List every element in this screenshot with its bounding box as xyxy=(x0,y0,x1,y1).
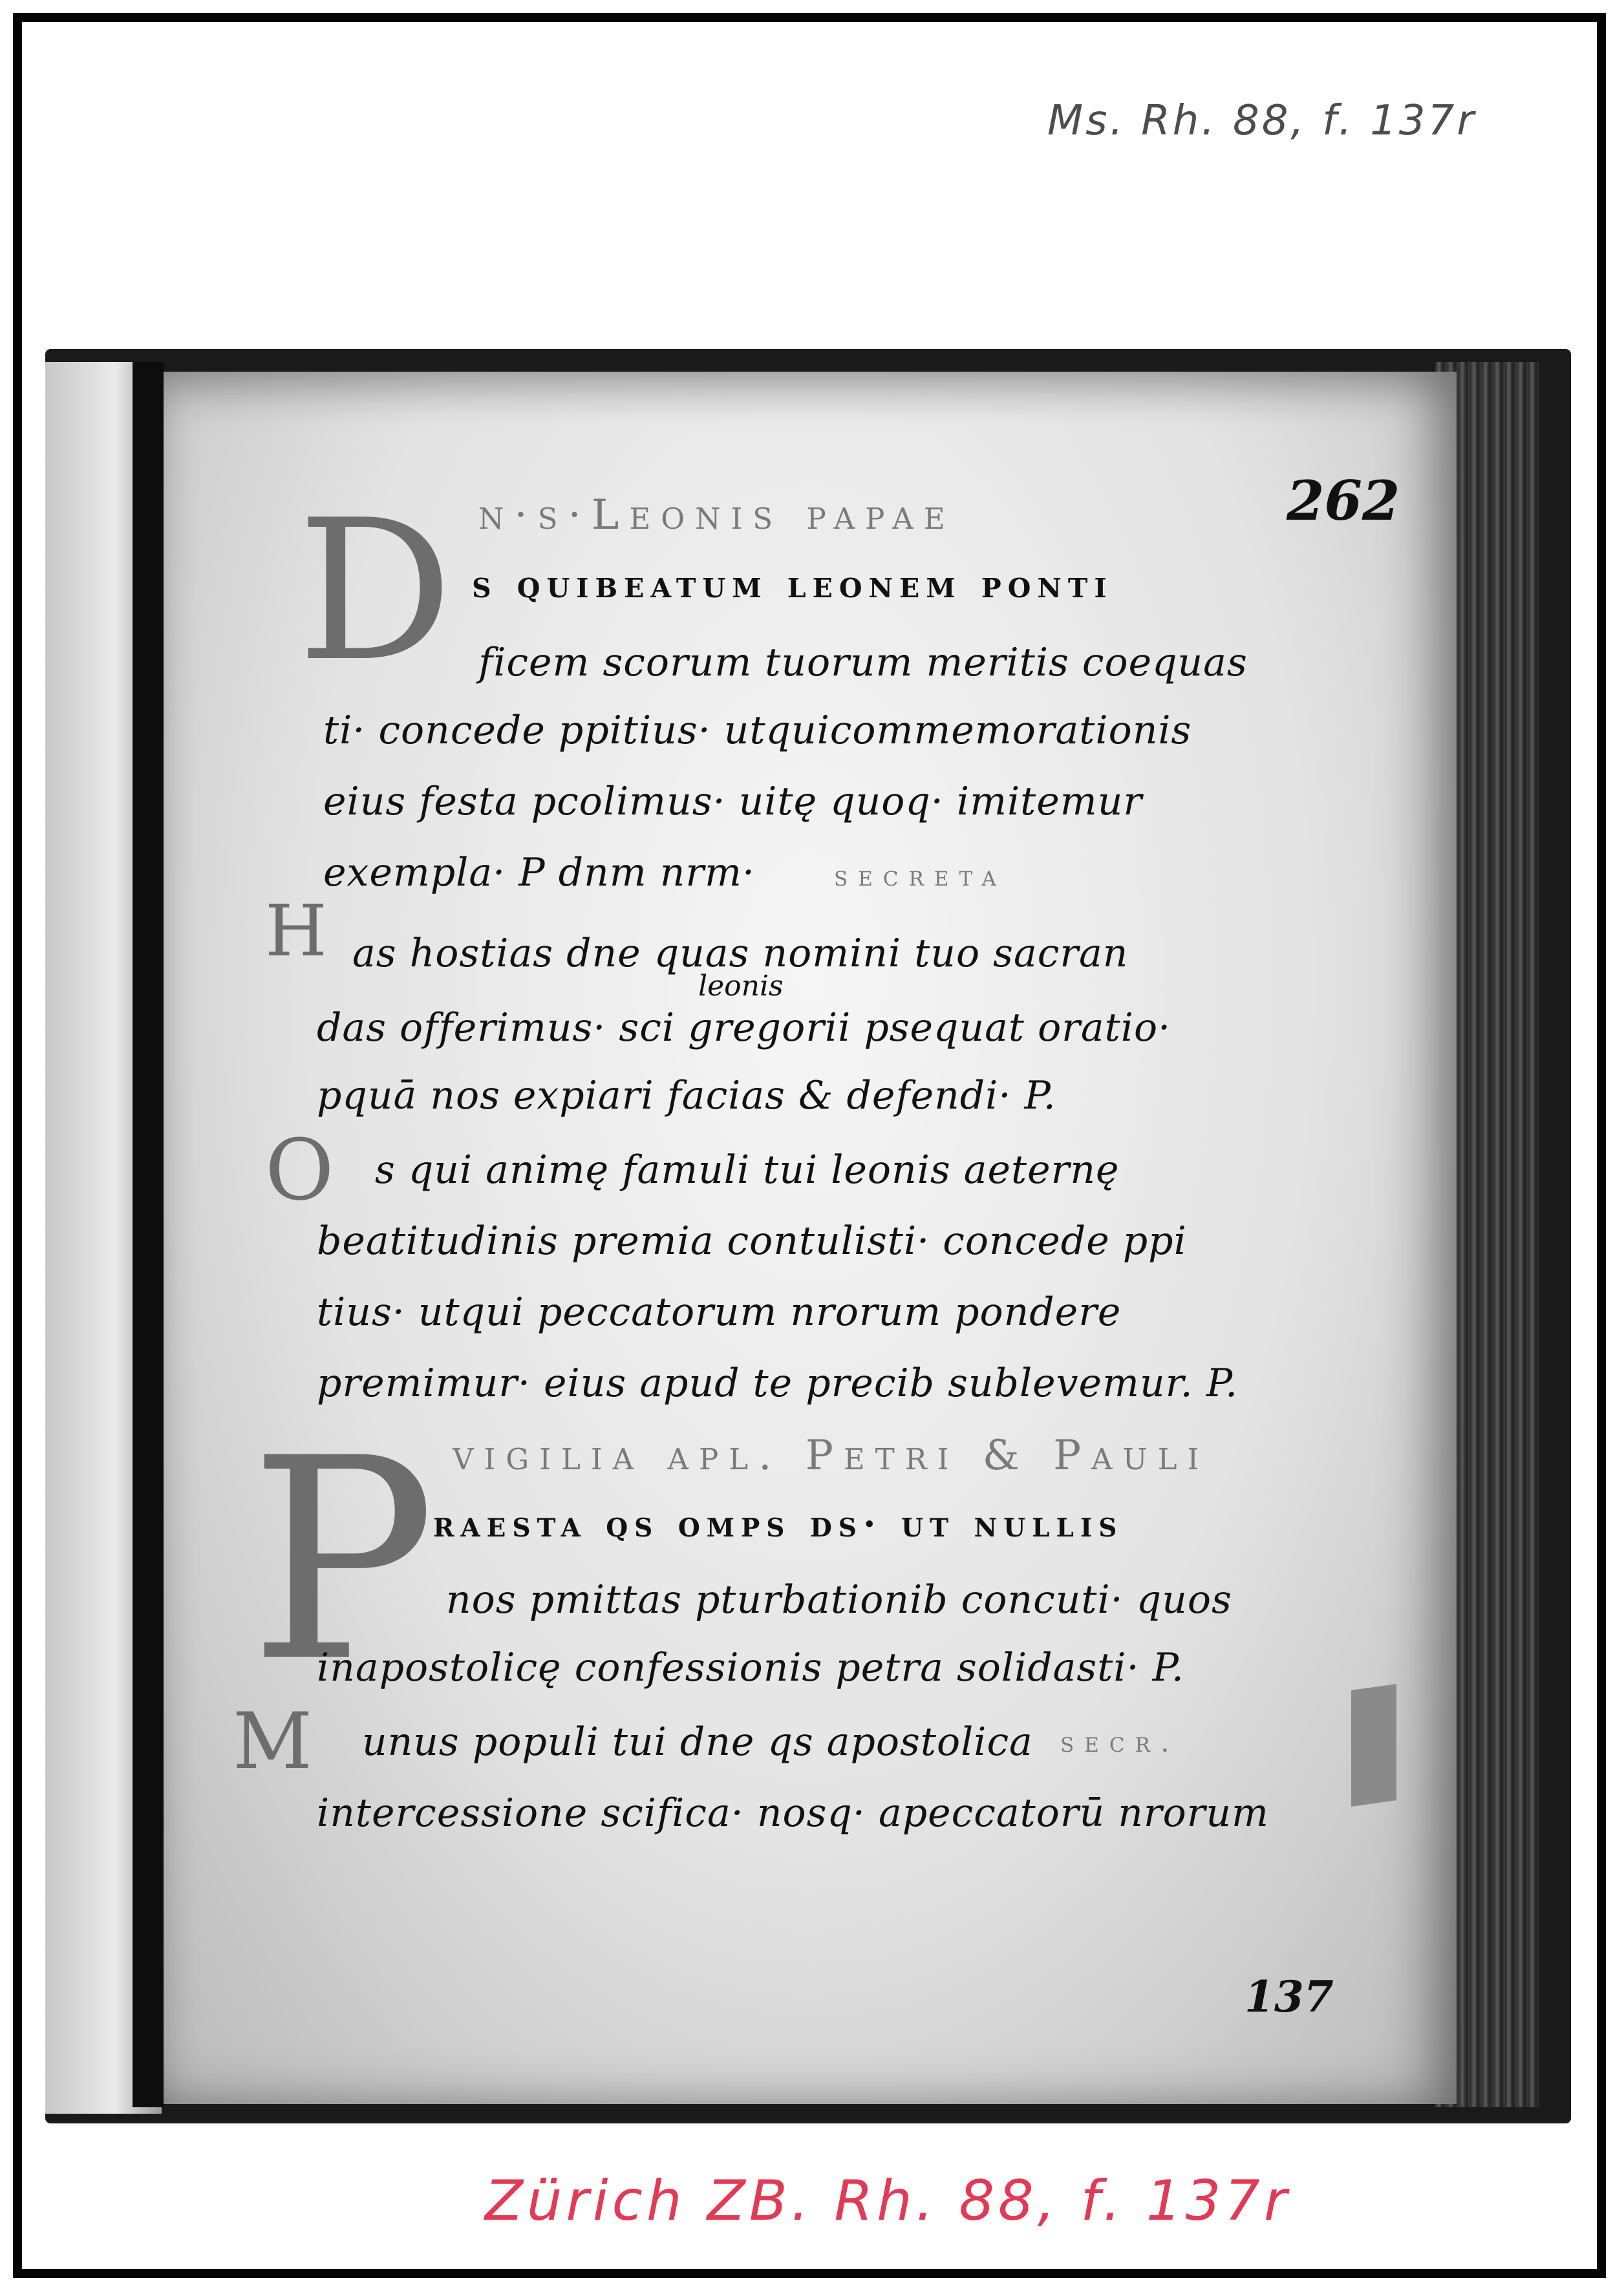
text-line: tius· utqui peccatorum nrorum pondere xyxy=(317,1290,1122,1335)
initial-letter-o: O xyxy=(265,1121,334,1219)
text-line: pquā nos expiari facias & defendi· P. xyxy=(317,1073,1056,1118)
interlinear-gloss: leonis xyxy=(698,970,784,1003)
book-gutter xyxy=(133,362,164,2107)
initial-letter-p: P xyxy=(249,1399,436,1723)
page-tab xyxy=(1351,1684,1396,1807)
text-line: nos pmittas pturbationib concuti· quos xyxy=(446,1577,1232,1622)
text-line: unus populi tui dne qs apostolica xyxy=(362,1719,1033,1765)
initial-letter-h: H xyxy=(265,889,327,972)
shelfmark-annotation-top: Ms. Rh. 88, f. 137r xyxy=(1047,97,1477,145)
text-line: eius festa pcolimus· uitę quoq· imitemur xyxy=(323,779,1143,824)
text-line: inapostolicę confessionis petra solidasti· P. xyxy=(317,1645,1184,1690)
text-line: exempla· P dnm nrm· xyxy=(323,850,756,895)
text-line: s qui animę famuli tui leonis aeternę xyxy=(375,1147,1120,1193)
text-line: das offerimus· sci gregorii psequat oratio· xyxy=(317,1005,1171,1050)
rubric-secreta: secreta xyxy=(834,860,1007,893)
rubric-vigilia: vigilia apl. Petri & Pauli xyxy=(453,1432,1210,1480)
rubric-leonis-papae: n·s·Leonis papae xyxy=(478,491,956,539)
text-line: premimur· eius apud te precib sublevemur. P. xyxy=(317,1361,1239,1406)
initial-letter-m: M xyxy=(233,1697,312,1787)
shelfmark-annotation-bottom: Zürich ZB. Rh. 88, f. 137r xyxy=(485,2169,1291,2233)
folio-number-bottom: 137 xyxy=(1245,1972,1334,2022)
text-line: raesta qs omps ds· ut nullis xyxy=(433,1503,1124,1546)
text-line: intercessione scifica· nosq· apeccatorū nrorum xyxy=(317,1791,1269,1836)
folio-number-top: 262 xyxy=(1287,469,1400,533)
text-line: beatitudinis premia contulisti· concede ppi xyxy=(317,1218,1187,1264)
rubric-secr: secr. xyxy=(1060,1726,1180,1759)
initial-letter-d: D xyxy=(297,478,453,704)
text-line: ti· concede ppitius· utquicommemorationis xyxy=(323,708,1192,753)
text-line: s quibeatum leonem ponti xyxy=(472,562,1113,606)
text-line: as hostias dne quas nomini tuo sacran xyxy=(352,931,1129,976)
text-line: ficem scorum tuorum meritis coequas xyxy=(478,640,1248,685)
